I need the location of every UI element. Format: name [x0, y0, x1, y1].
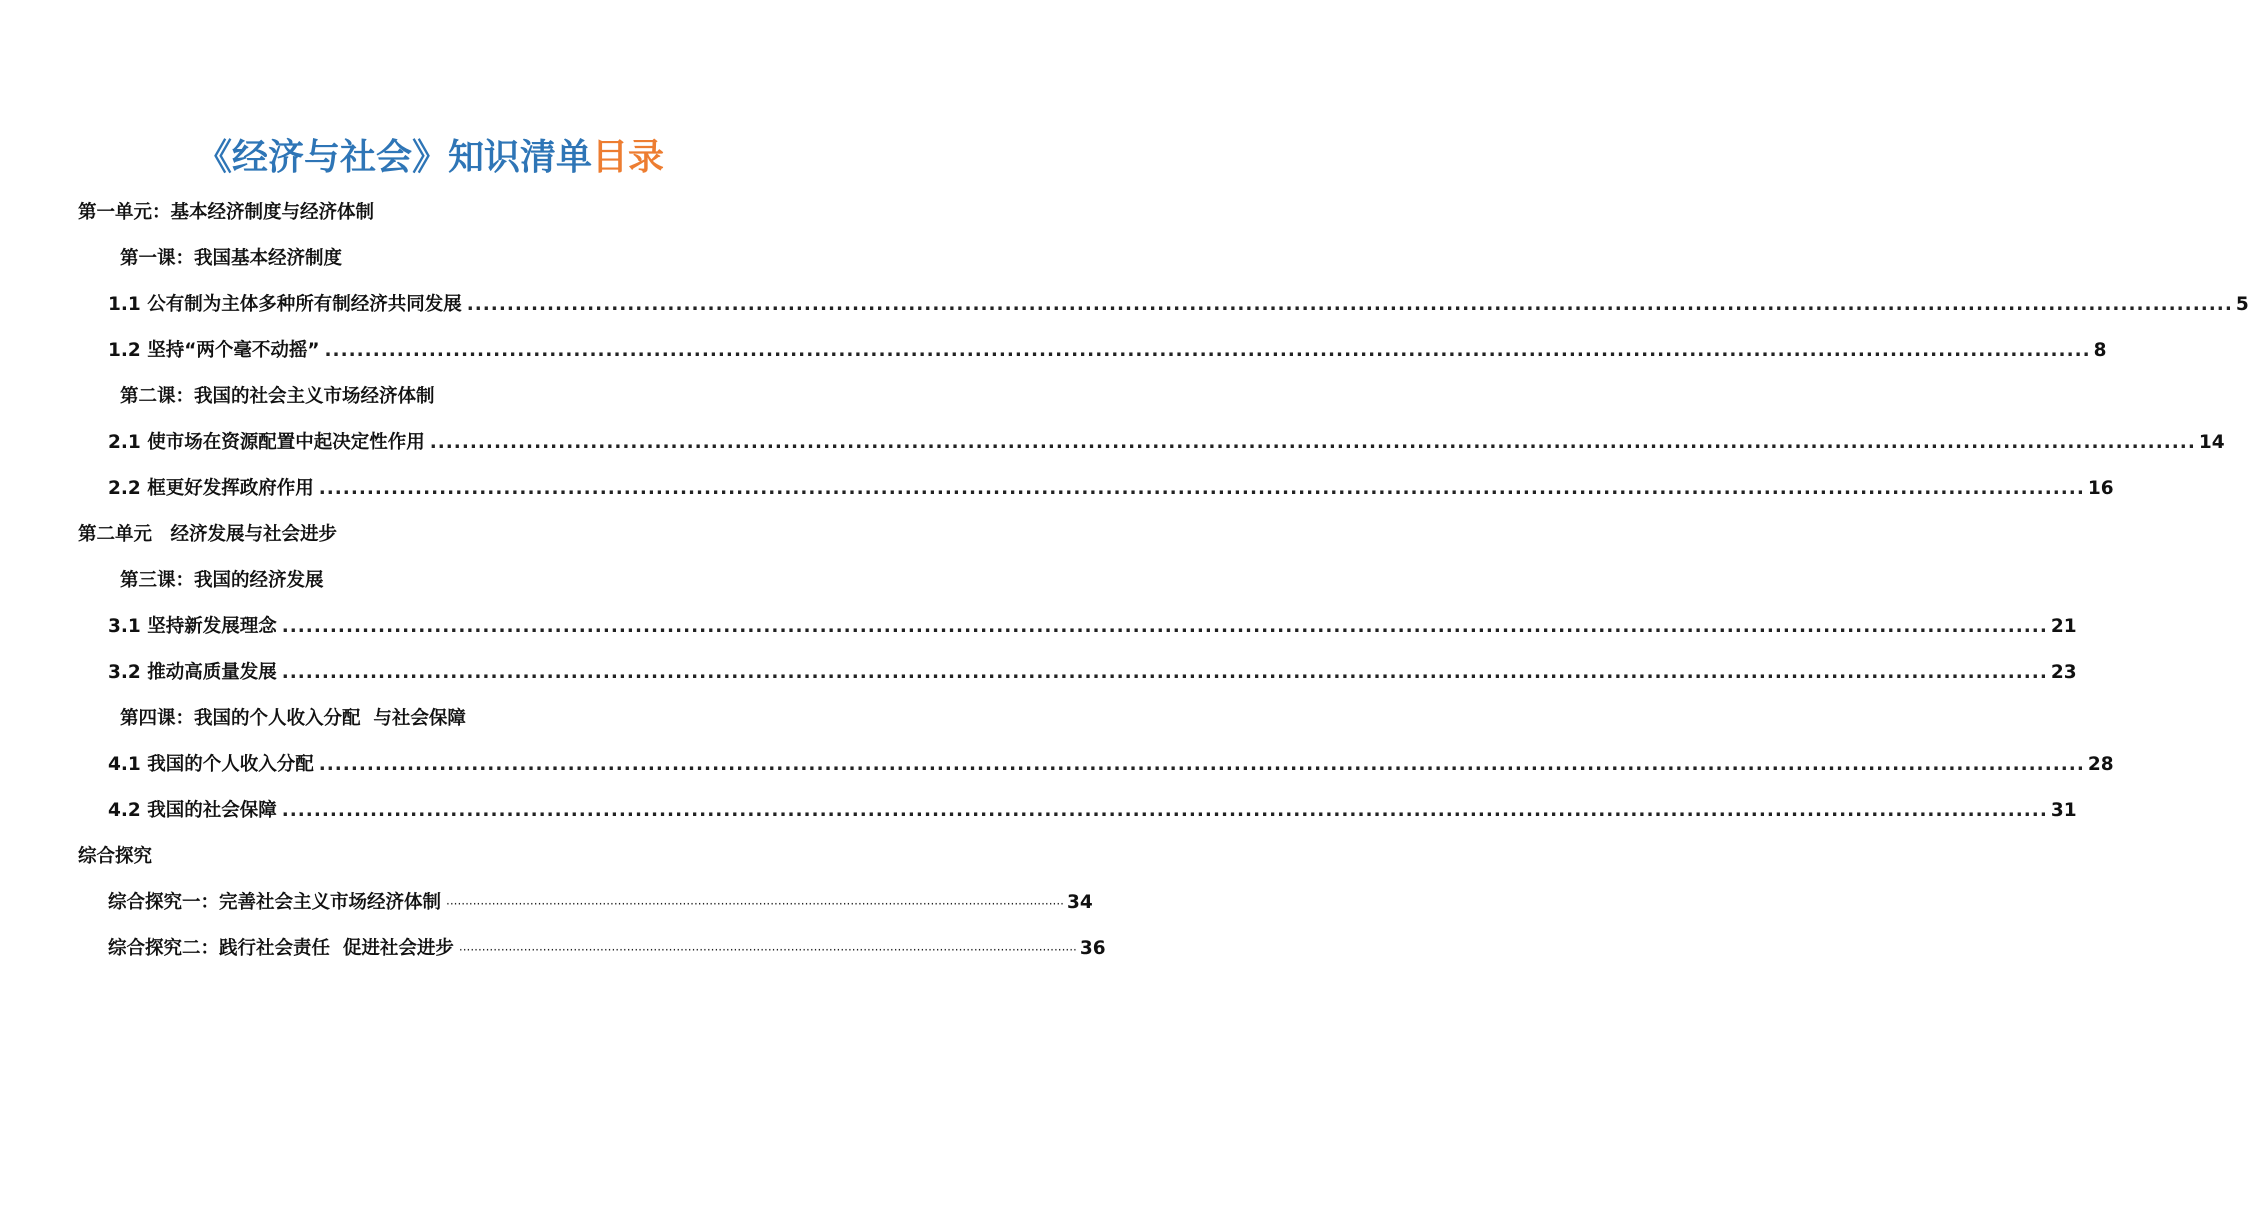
toc-entry-2-1[interactable]: [108, 428, 2225, 458]
toc-entry-label: 3.2 推动高质量发展: [108, 662, 277, 683]
dot-leader: ··································································································································································: [458, 943, 1077, 957]
toc-unit-1[interactable]: 第一单元：基本经济制度与经济体制: [78, 202, 375, 223]
toc-entry-label: 综合探究一：完善社会主义市场经济体制: [108, 892, 442, 913]
dot-leader: ............................................................................................................................................................................................................................: [318, 478, 2085, 499]
toc-lesson-3[interactable]: 第三课：我国的经济发展: [120, 570, 324, 591]
toc-page-number: 8: [2093, 340, 2107, 361]
toc-entry-4-1[interactable]: [108, 750, 2114, 780]
toc-entry-synth-1[interactable]: [108, 888, 1093, 918]
toc-entry-label: 2.2 框更好发挥政府作用: [108, 478, 314, 499]
toc-page-number: 23: [2050, 662, 2077, 683]
toc-page-number: 16: [2087, 478, 2114, 499]
toc-page-number: 21: [2050, 616, 2077, 637]
toc-unit-2[interactable]: 第二单元 经济发展与社会进步: [78, 524, 338, 545]
toc-entry-3-2[interactable]: [108, 658, 2077, 688]
toc-page-number: 5: [2235, 294, 2249, 315]
toc-synthesis[interactable]: 综合探究: [78, 846, 153, 867]
toc-entry-label: 1.2 坚持“两个毫不动摇”: [108, 340, 320, 361]
toc-entry-2-2[interactable]: [108, 474, 2114, 504]
toc-entry-3-1[interactable]: [108, 612, 2077, 642]
document-title: [0, 132, 860, 184]
toc-lesson-4[interactable]: 第四课：我国的个人收入分配 与社会保障: [120, 708, 466, 729]
title-main: 《经济与社会》知识清单: [195, 137, 592, 178]
toc-page-number: 14: [2198, 432, 2225, 453]
toc-entry-1-1[interactable]: [108, 290, 2249, 320]
toc-page-number: 34: [1066, 892, 1093, 913]
toc-lesson-1[interactable]: 第一课：我国基本经济制度: [120, 248, 343, 269]
toc-page-number: 28: [2087, 754, 2114, 775]
toc-entry-label: 1.1 公有制为主体多种所有制经济共同发展: [108, 294, 462, 315]
title-accent: 目录: [592, 137, 665, 178]
toc-entry-4-2[interactable]: [108, 796, 2077, 826]
toc-entry-label: 4.1 我国的个人收入分配: [108, 754, 314, 775]
toc-entry-synth-2[interactable]: [108, 934, 1106, 964]
toc-entry-label: 4.2 我国的社会保障: [108, 800, 277, 821]
toc-page-number: 31: [2050, 800, 2077, 821]
dot-leader: ............................................................................................................................................................................................................................: [281, 662, 2048, 683]
dot-leader: ............................................................................................................................................................................................................................: [324, 340, 2091, 361]
toc-page-number: 36: [1079, 938, 1106, 959]
dot-leader: ............................................................................................................................................................................................................................: [466, 294, 2233, 315]
toc-entry-label: 3.1 坚持新发展理念: [108, 616, 277, 637]
dot-leader: ............................................................................................................................................................................................................................: [281, 800, 2048, 821]
toc-entry-label: 2.1 使市场在资源配置中起决定性作用: [108, 432, 425, 453]
toc-lesson-2[interactable]: 第二课：我国的社会主义市场经济体制: [120, 386, 435, 407]
toc-entry-label: 综合探究二：践行社会责任 促进社会进步: [108, 938, 454, 959]
dot-leader: ............................................................................................................................................................................................................................: [429, 432, 2196, 453]
toc-entry-1-2[interactable]: [108, 336, 2107, 366]
dot-leader: ............................................................................................................................................................................................................................: [281, 616, 2048, 637]
dot-leader: ··································································································································································: [446, 897, 1064, 911]
dot-leader: ............................................................................................................................................................................................................................: [318, 754, 2085, 775]
